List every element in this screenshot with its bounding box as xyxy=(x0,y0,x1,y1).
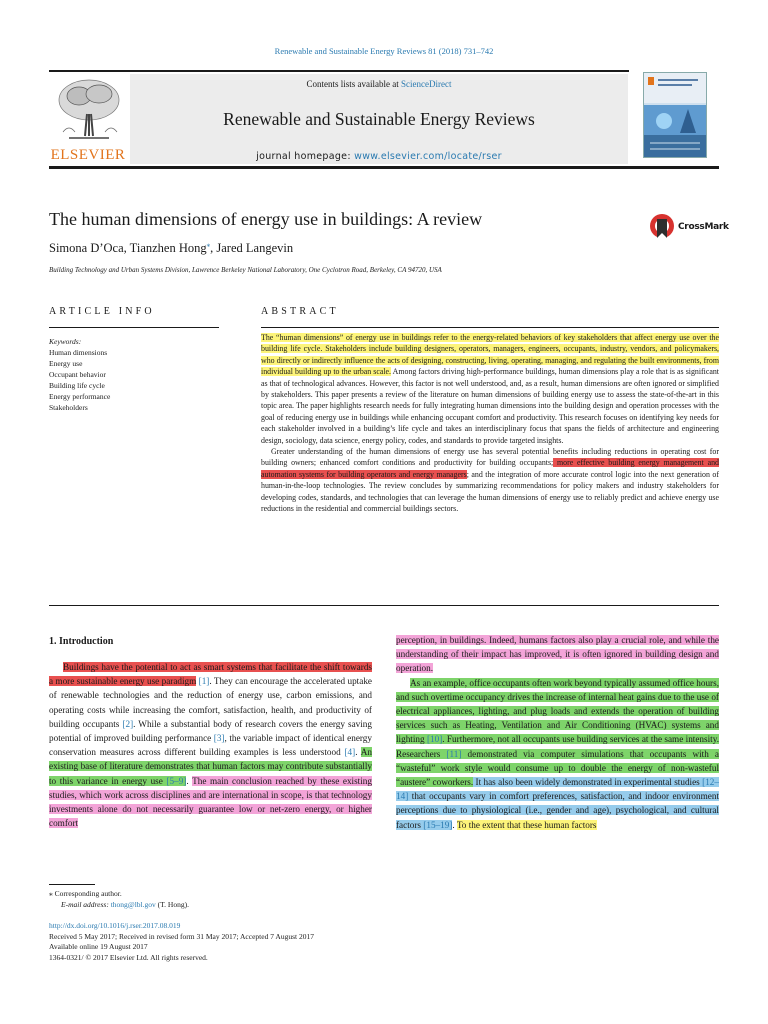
highlighted-text-p: perception, in buildings. Indeed, humans factors also play a crucial role, and while the understanding of their impact has improved, it is often ignored in building design and operation. xyxy=(396,635,719,674)
homepage-prefix: journal homepage: xyxy=(256,151,355,162)
publication-info xyxy=(49,921,314,963)
text-segment: . While a substantial body of research covers the energy saving potential of improved building performance xyxy=(49,718,372,744)
citation-link[interactable]: [2] xyxy=(122,718,134,729)
doi-link[interactable]: http://dx.doi.org/10.1016/j.rser.2017.08.019 xyxy=(49,921,181,930)
header-top-rule xyxy=(49,70,629,72)
abstract-heading: ABSTRACT xyxy=(261,306,339,317)
footnote-corresponding xyxy=(49,888,189,899)
abstract-text xyxy=(261,332,719,515)
author-2[interactable]: Tianzhen Hong xyxy=(129,241,207,256)
highlighted-text-g: demonstrated via computer simulations that occupants with a “wasteful” work style would consume up to double the energy of non-wasteful “austere” coworkers. xyxy=(396,748,719,788)
author-1[interactable]: Simona D’Oca xyxy=(49,241,124,256)
text-segment: . xyxy=(186,775,193,786)
copyright: 1364-0321/ © 2017 Elsevier Ltd. All rights reserved. xyxy=(49,952,208,962)
elsevier-logo-text: ELSEVIER xyxy=(50,147,126,163)
citation-link[interactable]: [10] xyxy=(426,734,443,745)
citation-link[interactable]: [5–9] xyxy=(166,775,187,786)
author-list xyxy=(49,241,293,256)
contents-line xyxy=(130,79,628,89)
highlighted-text-y: The “human dimensions” of energy use in buildings refer to the energy-related behaviors of key stakeholders that affect energy use over the building life cycle. Stakeholders include building designers, operators, managers, engineers, occupants, industry, vendors, and policymakers, who directly or indirectly influence the acts of designing, constructing, living, operating, managing, and regulating the built environments, from individual building up to the urban scale. xyxy=(261,333,719,377)
contents-prefix: Contents lists available at xyxy=(306,79,401,89)
homepage-line xyxy=(130,151,628,162)
highlighted-text-r: Buildings have the potential to act as smart systems that facilitate the shift towards a more sustainable energy use paradigm xyxy=(49,662,372,687)
affiliation: Building Technology and Urban Systems Division, Lawrence Berkeley National Laboratory, One Cyclotron Road, Berkeley, CA 94720, USA xyxy=(49,266,442,274)
journal-citation[interactable]: Renewable and Sustainable Energy Reviews 81 (2018) 731–742 xyxy=(274,46,494,56)
journal-title: Renewable and Sustainable Energy Reviews xyxy=(223,109,535,129)
email-label: E-mail address: xyxy=(61,900,111,909)
keyword-item: Energy performance xyxy=(49,392,111,401)
available-online: Available online 19 August 2017 xyxy=(49,942,148,951)
keyword-item: Occupant behavior xyxy=(49,370,106,379)
highlighted-text-b: It has also been widely demonstrated in experimental studies xyxy=(473,777,703,788)
text-segment: ; and the integration of more accurate control logic into the next generation of human-in-the-loop technologies. The review concludes by summarizing recommendations for policy makers and industry stakeholders for developing codes, standards, and technologies that can leverage the human dimensions of energy use to reliably predict and achieve energy use reductions in the residential and commercial buildings sectors. xyxy=(261,469,719,514)
abstract-paragraph-2 xyxy=(261,446,719,514)
keywords-block xyxy=(49,336,110,413)
highlighted-text-p: The main conclusion reached by these existing studies, which work across disciplines and are international in scope, is that technology investments alone do not necessarily guarantee low or net-zero energy, or higher comfort xyxy=(49,775,372,829)
elsevier-tree-logo xyxy=(49,74,127,146)
journal-cover-image xyxy=(643,72,707,158)
intro-right-column xyxy=(396,633,719,832)
crossmark-icon[interactable] xyxy=(649,213,675,241)
article-info-heading: ARTICLE INFO xyxy=(49,306,155,317)
author-separator: , xyxy=(123,241,130,256)
citation-link[interactable]: [1] xyxy=(198,676,210,687)
citation-link[interactable]: [12–14] xyxy=(396,777,719,802)
homepage-link[interactable]: www.elsevier.com/locate/rser xyxy=(354,151,502,162)
email-link[interactable]: thong@lbl.gov xyxy=(110,900,156,909)
intro-paragraph-1 xyxy=(49,660,372,830)
footnote-mark: ⁎ xyxy=(49,889,53,898)
keyword-item: Energy use xyxy=(49,359,83,368)
corresponding-author-mark[interactable]: ⁎ xyxy=(206,241,211,249)
footnote xyxy=(49,888,189,910)
highlighted-text-g: . Furthermore, not all occupants use building services at the same intensity. Researchers xyxy=(396,734,719,759)
highlighted-text-b: that occupants vary in comfort preferences, satisfaction, and indoor environment perceptions due to physiological (i.e., gender and age), psychological, and cultural factors xyxy=(396,791,719,830)
sciencedirect-link[interactable]: ScienceDirect xyxy=(401,79,452,89)
article-info-rule xyxy=(49,327,219,328)
abstract-rule xyxy=(261,327,719,328)
keyword-item: Building life cycle xyxy=(49,381,105,390)
crossmark-label[interactable]: CrossMark xyxy=(678,222,729,232)
keywords-label: Keywords: xyxy=(49,337,82,346)
keyword-item: Stakeholders xyxy=(49,403,88,412)
text-segment: . xyxy=(452,819,457,830)
intro-left-column xyxy=(49,660,372,830)
header-bottom-rule xyxy=(49,166,719,169)
intro-paragraph-2 xyxy=(396,676,719,832)
footnote-corresponding-text: Corresponding author. xyxy=(54,889,122,898)
highlighted-text-g: An existing base of literature demonstrates that human factors may contribute substantially to this variance in energy use xyxy=(49,747,372,786)
keyword-item: Human dimensions xyxy=(49,348,108,357)
citation-link[interactable]: [3] xyxy=(213,733,225,744)
text-segment: Greater understanding of the human dimensions of energy use has several potential benefits including reductions in operating cost for building owners; enhanced comfort conditions and productivity for building occupants; xyxy=(261,447,719,468)
text-segment: Among factors driving high-performance buildings, human dimensions play a role that is as significant as that of technological advances. However, this factor is not well understood, and, as a result, human dimensions are often ignored or simplified by stakeholders. This paper presents a review of the literature on human dimensions of building energy use to assess the state-of-the-art in this topic area. The paper highlights research needs for fully integrating human dimensions into the building design and operation processes with the goal of reducing energy use in buildings while enhancing occupant comfort and productivity. This research focuses on identifying key needs for each stakeholder involved in a building’s life cycle and takes an interdisciplinary focus that spans the fields of architecture and engineering design, sociology, data science, energy policy, codes, and standards to provide targeted insights. xyxy=(261,367,719,445)
highlighted-text-y: To the extent that these human factors xyxy=(456,819,597,830)
abstract-paragraph-1 xyxy=(261,332,719,446)
footnote-rule xyxy=(49,884,95,885)
highlighted-text-r: more effective building energy management and automation systems for building operators and energy managers xyxy=(261,458,719,479)
author-separator: , xyxy=(210,241,217,256)
text-segment: . They can encourage the accelerated uptake of renewable technologies and the reduction of energy use, carbon emissions, and operating costs while increasing the comfort, satisfaction, health, and productivity of building occupants xyxy=(49,676,372,729)
text-segment: . xyxy=(355,747,361,758)
author-3[interactable]: Jared Langevin xyxy=(216,241,294,256)
received-dates: Received 5 May 2017; Received in revised form 31 May 2017; Accepted 7 August 2017 xyxy=(49,931,314,941)
citation-link[interactable]: [11] xyxy=(446,748,462,759)
abstract-bottom-rule xyxy=(49,605,719,606)
section-heading-introduction: 1. Introduction xyxy=(49,636,114,647)
citation-link[interactable]: [15–19] xyxy=(423,819,453,830)
intro-paragraph-continued xyxy=(396,633,719,676)
email-suffix: (T. Hong). xyxy=(155,900,189,909)
text-segment: , the variable impact of identical energy conservation measures across different building examples is less understood xyxy=(49,733,372,758)
article-title: The human dimensions of energy use in buildings: A review xyxy=(49,209,483,229)
citation-link[interactable]: [4] xyxy=(344,747,356,758)
highlighted-text-g: As an example, office occupants often work beyond typically assumed office hours, and such overtime occupancy drives the increase of internal heat gains due to the use of electrical appliances, lighting, and plug loads and extends the operation of building services such as Heating, Ventilation and Air Conditioning (HVAC) systems and lighting xyxy=(396,677,719,745)
footnote-email-line xyxy=(49,899,189,910)
